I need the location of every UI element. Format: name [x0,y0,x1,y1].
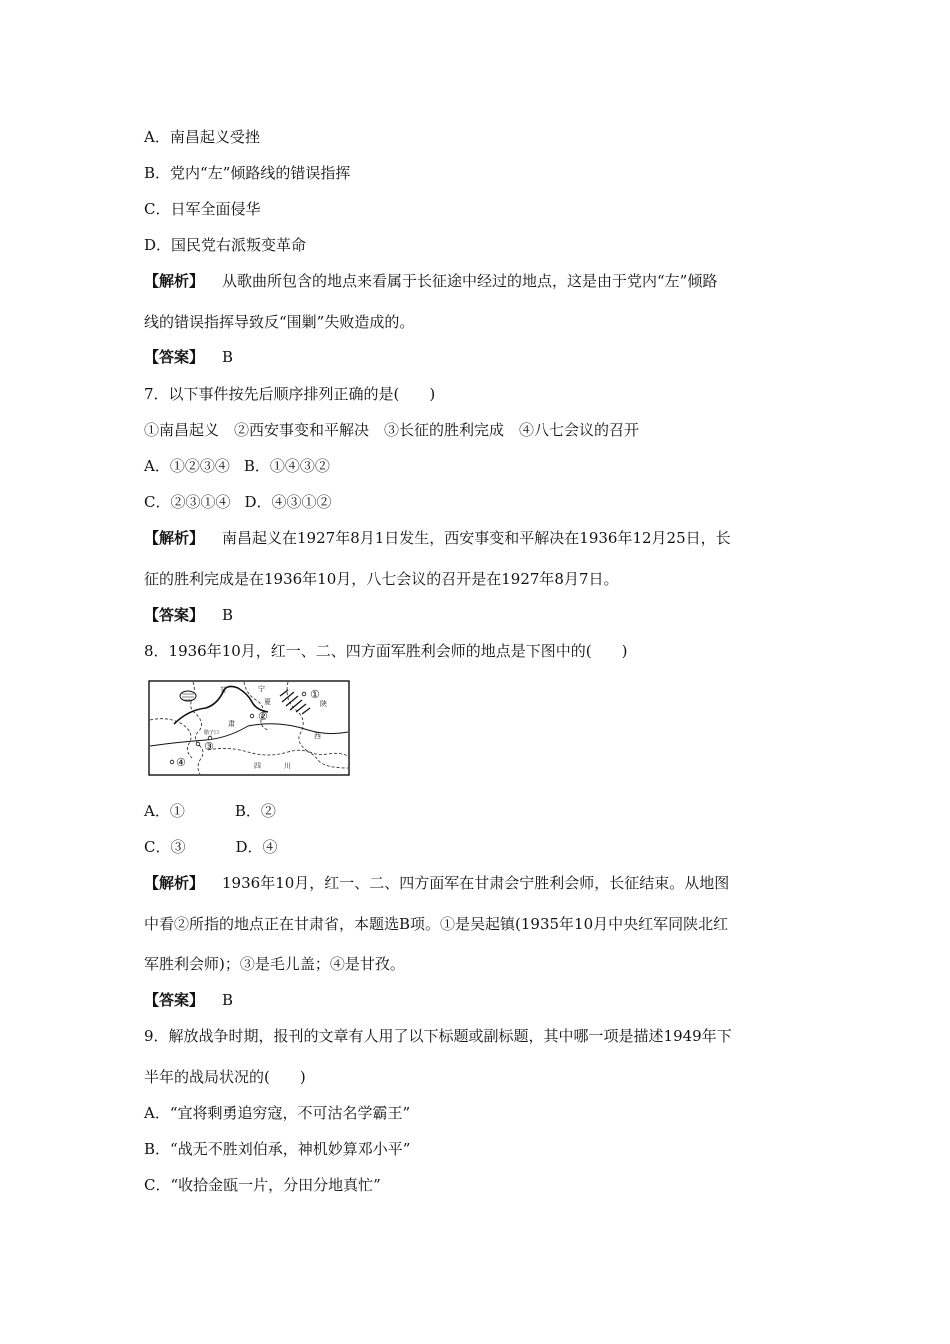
lake [180,691,196,701]
q7-events: ①南昌起义 ②西安事变和平解决 ③长征的胜利完成 ④八七会议的召开 [144,421,640,439]
map-marker-1: ① [310,688,320,701]
map-marker-2: ② [258,710,268,723]
location-dot [302,692,306,696]
q8-analysis-line-2: 中看②所指的地点正在甘肃省，本题选B项。①是吴起镇(1935年10月中央红军同陕北红 [144,915,729,933]
map-label-shaan: 陕 [320,700,327,708]
q8-options-ab: A．① B．② [144,802,276,820]
analysis-tag: 【解析】 [144,529,205,547]
map-label-xia: 夏 [264,698,271,706]
location-dot [196,742,200,746]
map-label-gan: 甘 [220,686,227,694]
q6-option-a: A．南昌起义受挫 [144,128,260,146]
analysis-tag: 【解析】 [144,272,205,290]
map-label-lazikou: 腊子口 [204,730,220,736]
q8-analysis-line-3: 军胜利会师)；③是毛儿盖；④是甘孜。 [144,955,405,973]
q7-analysis-line-1: 【解析】 南昌起义在1927年8月1日发生，西安事变和平解决在1936年12月25日，长 [144,529,731,547]
analysis-tag: 【解析】 [144,874,205,892]
q8-options-cd: C．③ D．④ [144,838,278,856]
map-label-su: 肃 [228,720,235,728]
map-label-xi: 西 [314,732,321,740]
q9-option-b: B．“战无不胜刘伯承，神机妙算邓小平” [144,1140,411,1158]
long-march-map [148,680,350,776]
q7-options-ab: A．①②③④ B．①④③② [144,457,330,475]
q7-analysis-line-2: 征的胜利完成是在1936年10月，八七会议的召开是在1927年8月7日。 [144,570,619,588]
map-label-ning: 宁 [258,685,265,693]
q8-stem: 8．1936年10月，红一、二、四方面军胜利会师的地点是下图中的( ) [144,642,628,660]
q8-analysis-line-1: 【解析】 1936年10月，红一、二、四方面军在甘肃会宁胜利会师，长征结束。从地图 [144,874,730,892]
location-dot [170,760,174,764]
location-dot [250,714,254,718]
q9-option-a: A．“宜将剩勇追穷寇，不可沽名学霸王” [144,1104,411,1122]
q7-stem: 7．以下事件按先后顺序排列正确的是( ) [144,385,436,403]
q9-stem-line-1: 9．解放战争时期，报刊的文章有人用了以下标题或副标题，其中哪一项是描述1949年下 [144,1027,732,1045]
q9-option-c: C．“收拾金瓯一片，分田分地真忙” [144,1176,381,1194]
map-label-chuan: 川 [284,762,291,770]
q6-option-d: D．国民党右派叛变革命 [144,236,307,254]
q6-answer: 【答案】 B [144,348,234,366]
map-label-si: 四 [254,762,261,770]
q7-answer: 【答案】 B [144,606,234,624]
q6-option-b: B．党内“左”倾路线的错误指挥 [144,164,351,182]
q9-stem-line-2: 半年的战局状况的( ) [144,1068,306,1086]
q8-answer: 【答案】 B [144,991,234,1009]
answer-tag: 【答案】 [144,348,205,366]
answer-tag: 【答案】 [144,991,205,1009]
map-marker-3: ③ [204,740,214,753]
q6-option-c: C．日军全面侵华 [144,200,261,218]
answer-tag: 【答案】 [144,606,205,624]
q6-analysis-line-1: 【解析】 从歌曲所包含的地点来看属于长征途中经过的地点，这是由于党内“左”倾路 [144,272,718,290]
q7-options-cd: C．②③①④ D．④③①② [144,493,332,511]
q6-analysis-line-2: 线的错误指挥导致反“围剿”失败造成的。 [144,313,415,331]
location-dot [208,736,212,740]
map-marker-4: ④ [176,756,186,769]
